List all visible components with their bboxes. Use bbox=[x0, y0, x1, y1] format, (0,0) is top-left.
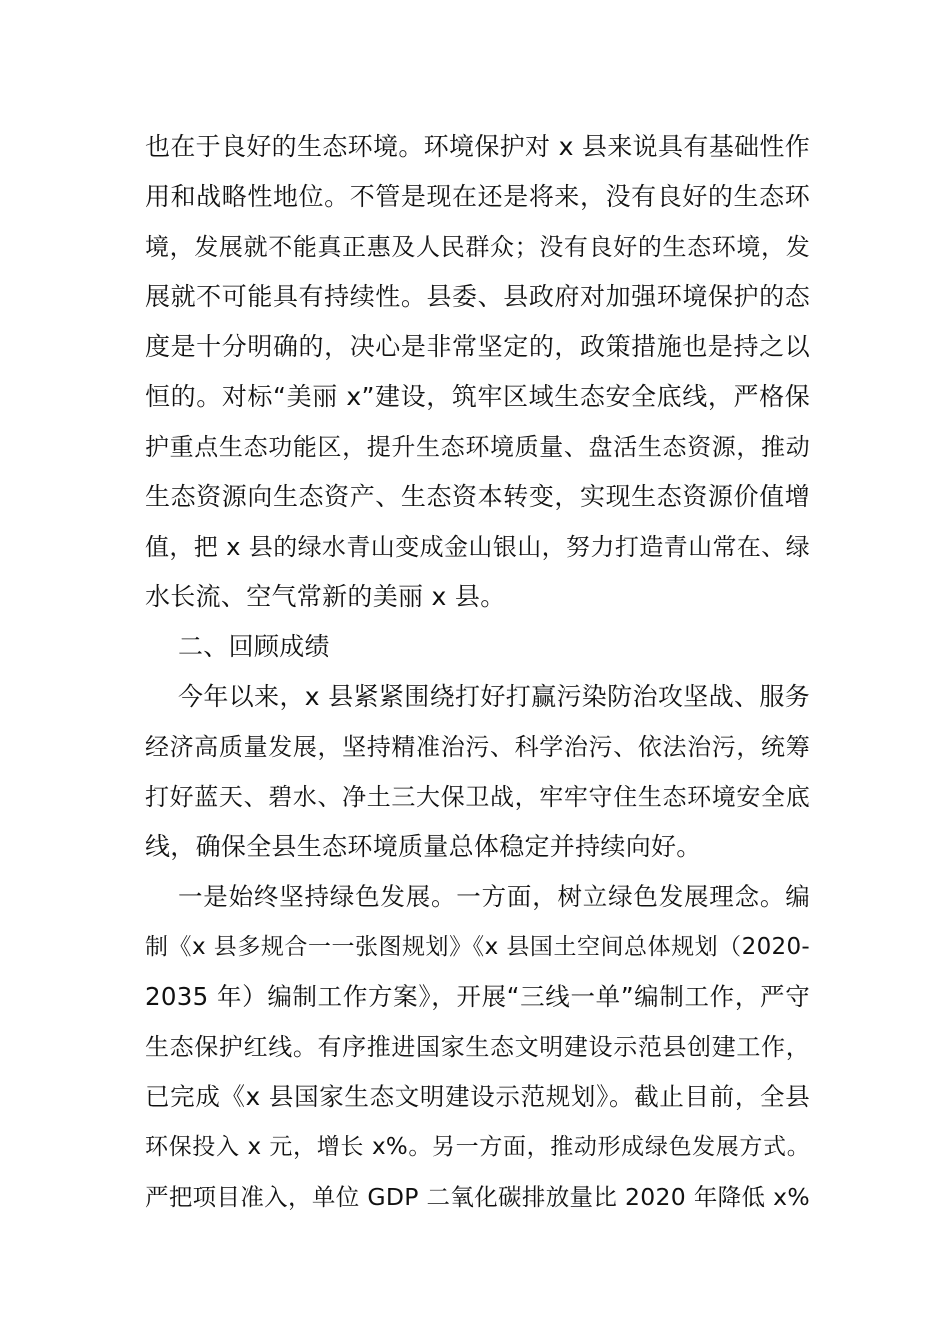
text-line: 护重点生态功能区，提升生态环境质量、盘活生态资源，推动 bbox=[145, 433, 810, 461]
text-line: 2035 年）编制工作方案》，开展“三线一单”编制工作，严守 bbox=[145, 982, 810, 1011]
text-line: 值，把 x 县的绿水青山变成金山银山，努力打造青山常在、绿 bbox=[145, 533, 810, 561]
text-line: 水长流、空气常新的美丽 x 县。 bbox=[145, 582, 506, 611]
text-line: 已完成《x 县国家生态文明建设示范规划》。截止目前，全县 bbox=[145, 1082, 810, 1111]
text-line: 一是始终坚持绿色发展。一方面，树立绿色发展理念。编 bbox=[178, 882, 810, 911]
text-line: 严把项目准入，单位 GDP 二氧化碳排放量比 2020 年降低 x% bbox=[145, 1183, 810, 1211]
section-heading: 二、回顾成绩 bbox=[178, 632, 330, 661]
text-line: 环保投入 x 元，增长 x%。另一方面，推动形成绿色发展方式。 bbox=[145, 1134, 810, 1160]
text-line: 也在于良好的生态环境。环境保护对 x 县来说具有基础性作 bbox=[145, 132, 810, 161]
text-line: 度是十分明确的，决心是非常坚定的，政策措施也是持之以 bbox=[145, 332, 810, 361]
text-line: 展就不可能具有持续性。县委、县政府对加强环境保护的态 bbox=[145, 282, 810, 311]
text-line: 线，确保全县生态环境质量总体稳定并持续向好。 bbox=[145, 832, 702, 861]
text-line: 制《x 县多规合一一张图规划》《x 县国土空间总体规划（2020- bbox=[145, 934, 810, 960]
text-line: 境，发展就不能真正惠及人民群众；没有良好的生态环境，发 bbox=[145, 233, 810, 261]
text-line: 用和战略性地位。不管是现在还是将来，没有良好的生态环 bbox=[145, 182, 810, 211]
text-line: 恒的。对标“美丽 x”建设，筑牢区域生态安全底线，严格保 bbox=[145, 382, 810, 411]
text-line: 今年以来，x 县紧紧围绕打好打赢污染防治攻坚战、服务 bbox=[178, 682, 810, 711]
text-line: 经济高质量发展，坚持精准治污、科学治污、依法治污，统筹 bbox=[145, 733, 810, 761]
text-line: 生态保护红线。有序推进国家生态文明建设示范县创建工作， bbox=[145, 1033, 810, 1061]
text-line: 生态资源向生态资产、生态资本转变，实现生态资源价值增 bbox=[145, 482, 810, 511]
text-line: 打好蓝天、碧水、净土三大保卫战，牢牢守住生态环境安全底 bbox=[145, 783, 810, 811]
